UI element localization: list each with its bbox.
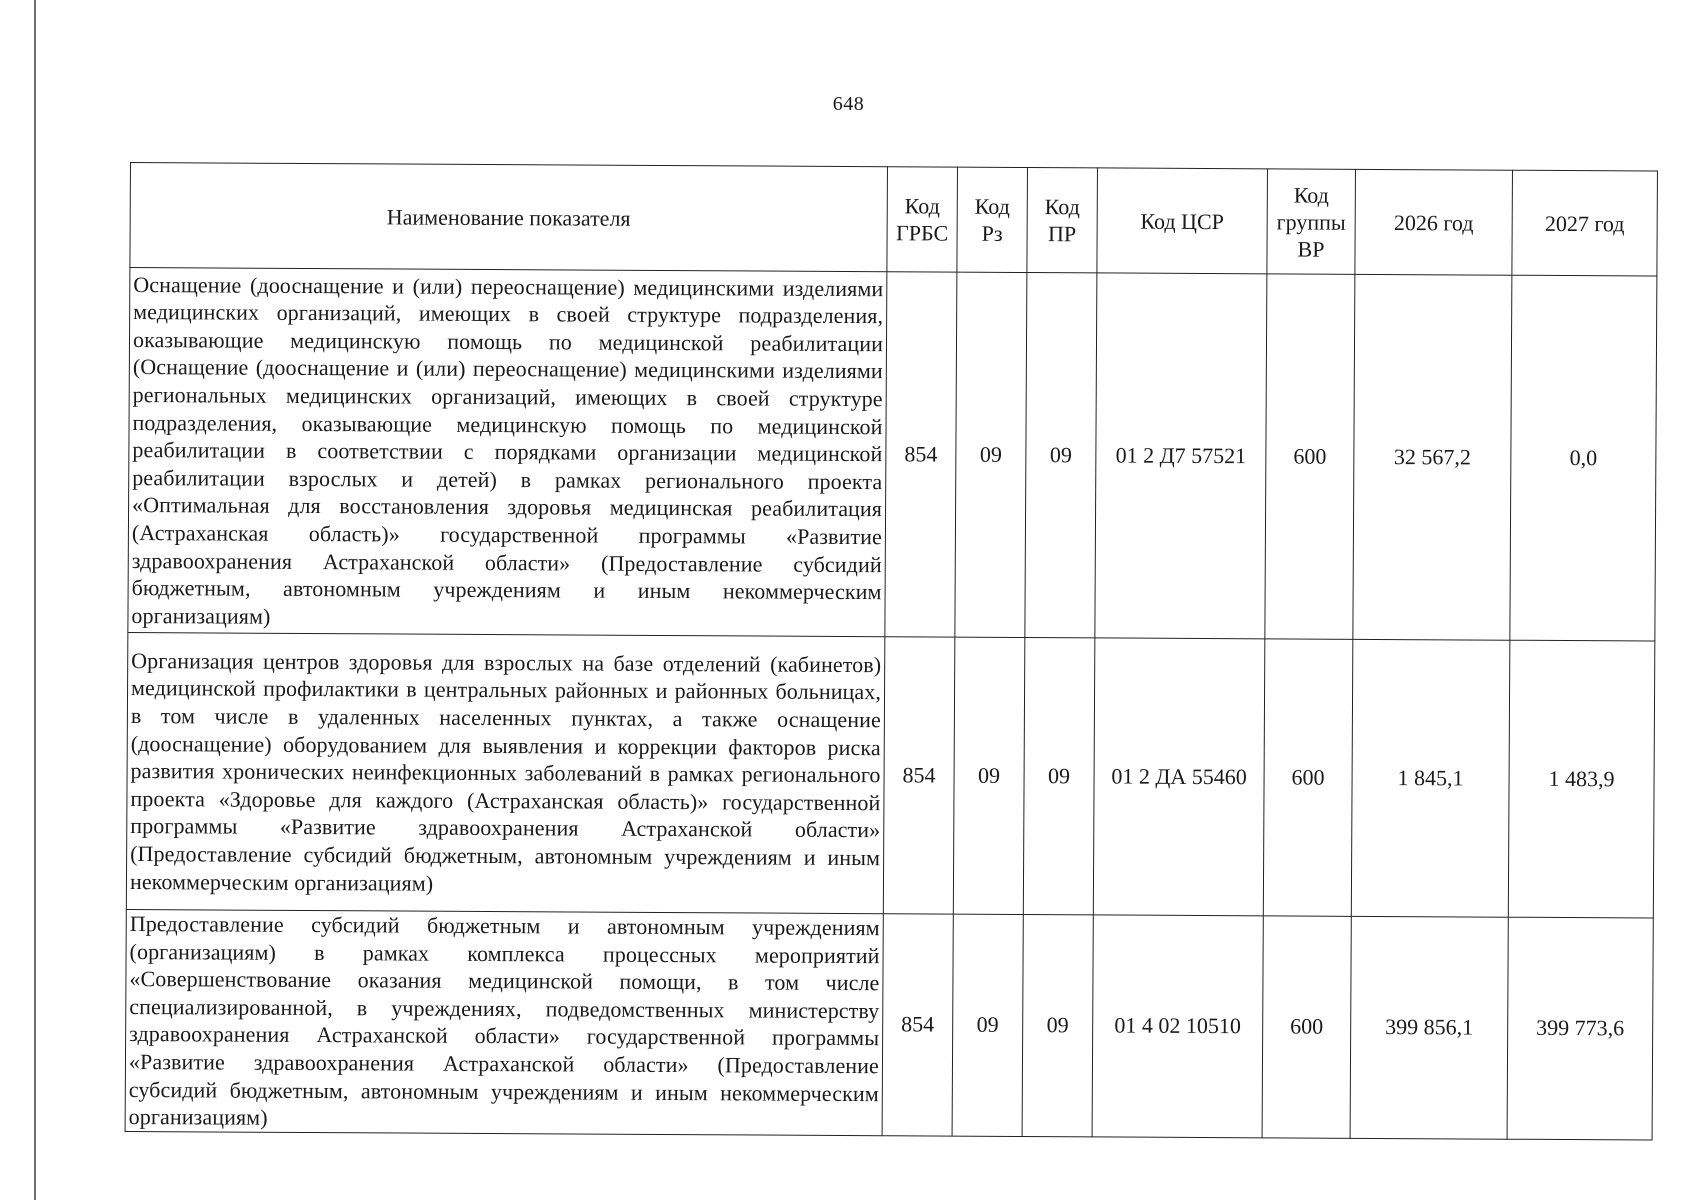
- row-2026: 32 567,2: [1353, 274, 1512, 640]
- row-grbs: 854: [882, 914, 953, 1136]
- header-vr-line1: Код: [1293, 182, 1329, 208]
- table-row: [125, 909, 1653, 1139]
- budget-table: [125, 162, 1658, 1140]
- table-row: [126, 632, 1655, 918]
- table-header-row: [130, 163, 1658, 277]
- row-vr: 600: [1262, 916, 1351, 1138]
- header-grbs-line2: ГРБС: [895, 220, 949, 246]
- header-name: Наименование показателя: [130, 163, 888, 272]
- row-2027: 0,0: [1510, 275, 1657, 641]
- row-grbs: 854: [885, 272, 957, 637]
- header-vr-line2: группы: [1276, 208, 1346, 235]
- row-csr: 01 2 Д7 57521: [1095, 273, 1267, 639]
- header-vr: [1267, 169, 1356, 274]
- row-csr: 01 2 ДА 55460: [1093, 638, 1265, 916]
- header-2027: 2027 год: [1512, 170, 1658, 276]
- row-2026: 1 845,1: [1351, 639, 1510, 917]
- row-csr: 01 4 02 10510: [1092, 915, 1263, 1138]
- header-csr: Код ЦСР: [1097, 168, 1268, 274]
- row-name: Оснащение (дооснащение и (или) переоснащение) медицинскими изделиями медицинских организаций, имеющих в своей структуре подразделения, оказывающие медицинскую помощь по медицинской реабилитации (Оснащение (дооснащение и (или) переоснащение) медицинскими изделиями региональных медицинских организаций, имеющих в своей структуре подразделения, оказывающие медицинскую помощь по медицинской реабилитации в соответствии с порядками организации медицинской реабилитации взрослых и детей) в рамках регионального проекта «Оптимальная для восстановления здоровья медицинская реабилитация (Астраханская область)» государственной программы «Развитие здравоохранения Астраханской области» (Предоставление субсидий бюджетным, автономным учреждениям и иным некоммерческим организациям): [128, 268, 887, 637]
- row-pr: 09: [1022, 915, 1093, 1137]
- header-rz-line2: Рз: [981, 220, 1003, 246]
- row-2027: 399 773,6: [1507, 917, 1653, 1140]
- row-pr: 09: [1025, 273, 1097, 638]
- row-rz: 09: [955, 272, 1027, 637]
- header-rz-line1: Код: [974, 193, 1010, 219]
- header-grbs: [887, 167, 958, 272]
- row-2026: 399 856,1: [1350, 916, 1508, 1139]
- header-vr-line3: ВР: [1297, 236, 1325, 262]
- page-number: 648: [832, 93, 865, 115]
- row-vr: 600: [1265, 274, 1355, 639]
- row-rz: 09: [952, 914, 1023, 1136]
- row-pr: 09: [1023, 638, 1095, 915]
- row-name: Организация центров здоровья для взрослых на базе отделений (кабинетов) медицинской профилактики в центральных районных и районных больницах, в том числе в удаленных населенных пунктах, а также оснащение (дооснащение) оборудованием для выявления и коррекции факторов риска развития хронических неинфекционных заболеваний в рамках регионального проекта «Здоровье для каждого (Астраханская область)» государственной программы «Развитие здравоохранения Астраханской области» (Предоставление субсидий бюджетным, автономным учреждениям и иным некоммерческим организациям): [126, 632, 885, 913]
- row-rz: 09: [953, 637, 1025, 914]
- row-name: Предоставление субсидий бюджетным и автономным учреждениям (организациям) в рамках комплекса процессных мероприятий «Совершенствование оказания медицинской помощи, в том числе специализированной, в учреждениях, подведомственных министерству здравоохранения Астраханской области» государственной программы «Развитие здравоохранения Астраханской области» (Предоставление субсидий бюджетным, автономным учреждениям и иным некоммерческим организациям): [125, 909, 883, 1135]
- header-pr: [1027, 168, 1098, 273]
- row-2027: 1 483,9: [1508, 640, 1655, 918]
- header-pr-line1: Код: [1044, 194, 1080, 220]
- scan-edge-line: [34, 0, 36, 1200]
- header-2026: 2026 год: [1355, 169, 1513, 275]
- header-pr-line2: ПР: [1047, 221, 1077, 247]
- row-grbs: 854: [883, 637, 955, 914]
- row-vr: 600: [1263, 639, 1353, 916]
- header-grbs-line1: Код: [904, 193, 940, 219]
- table-row: [128, 268, 1657, 642]
- header-rz: [957, 167, 1028, 272]
